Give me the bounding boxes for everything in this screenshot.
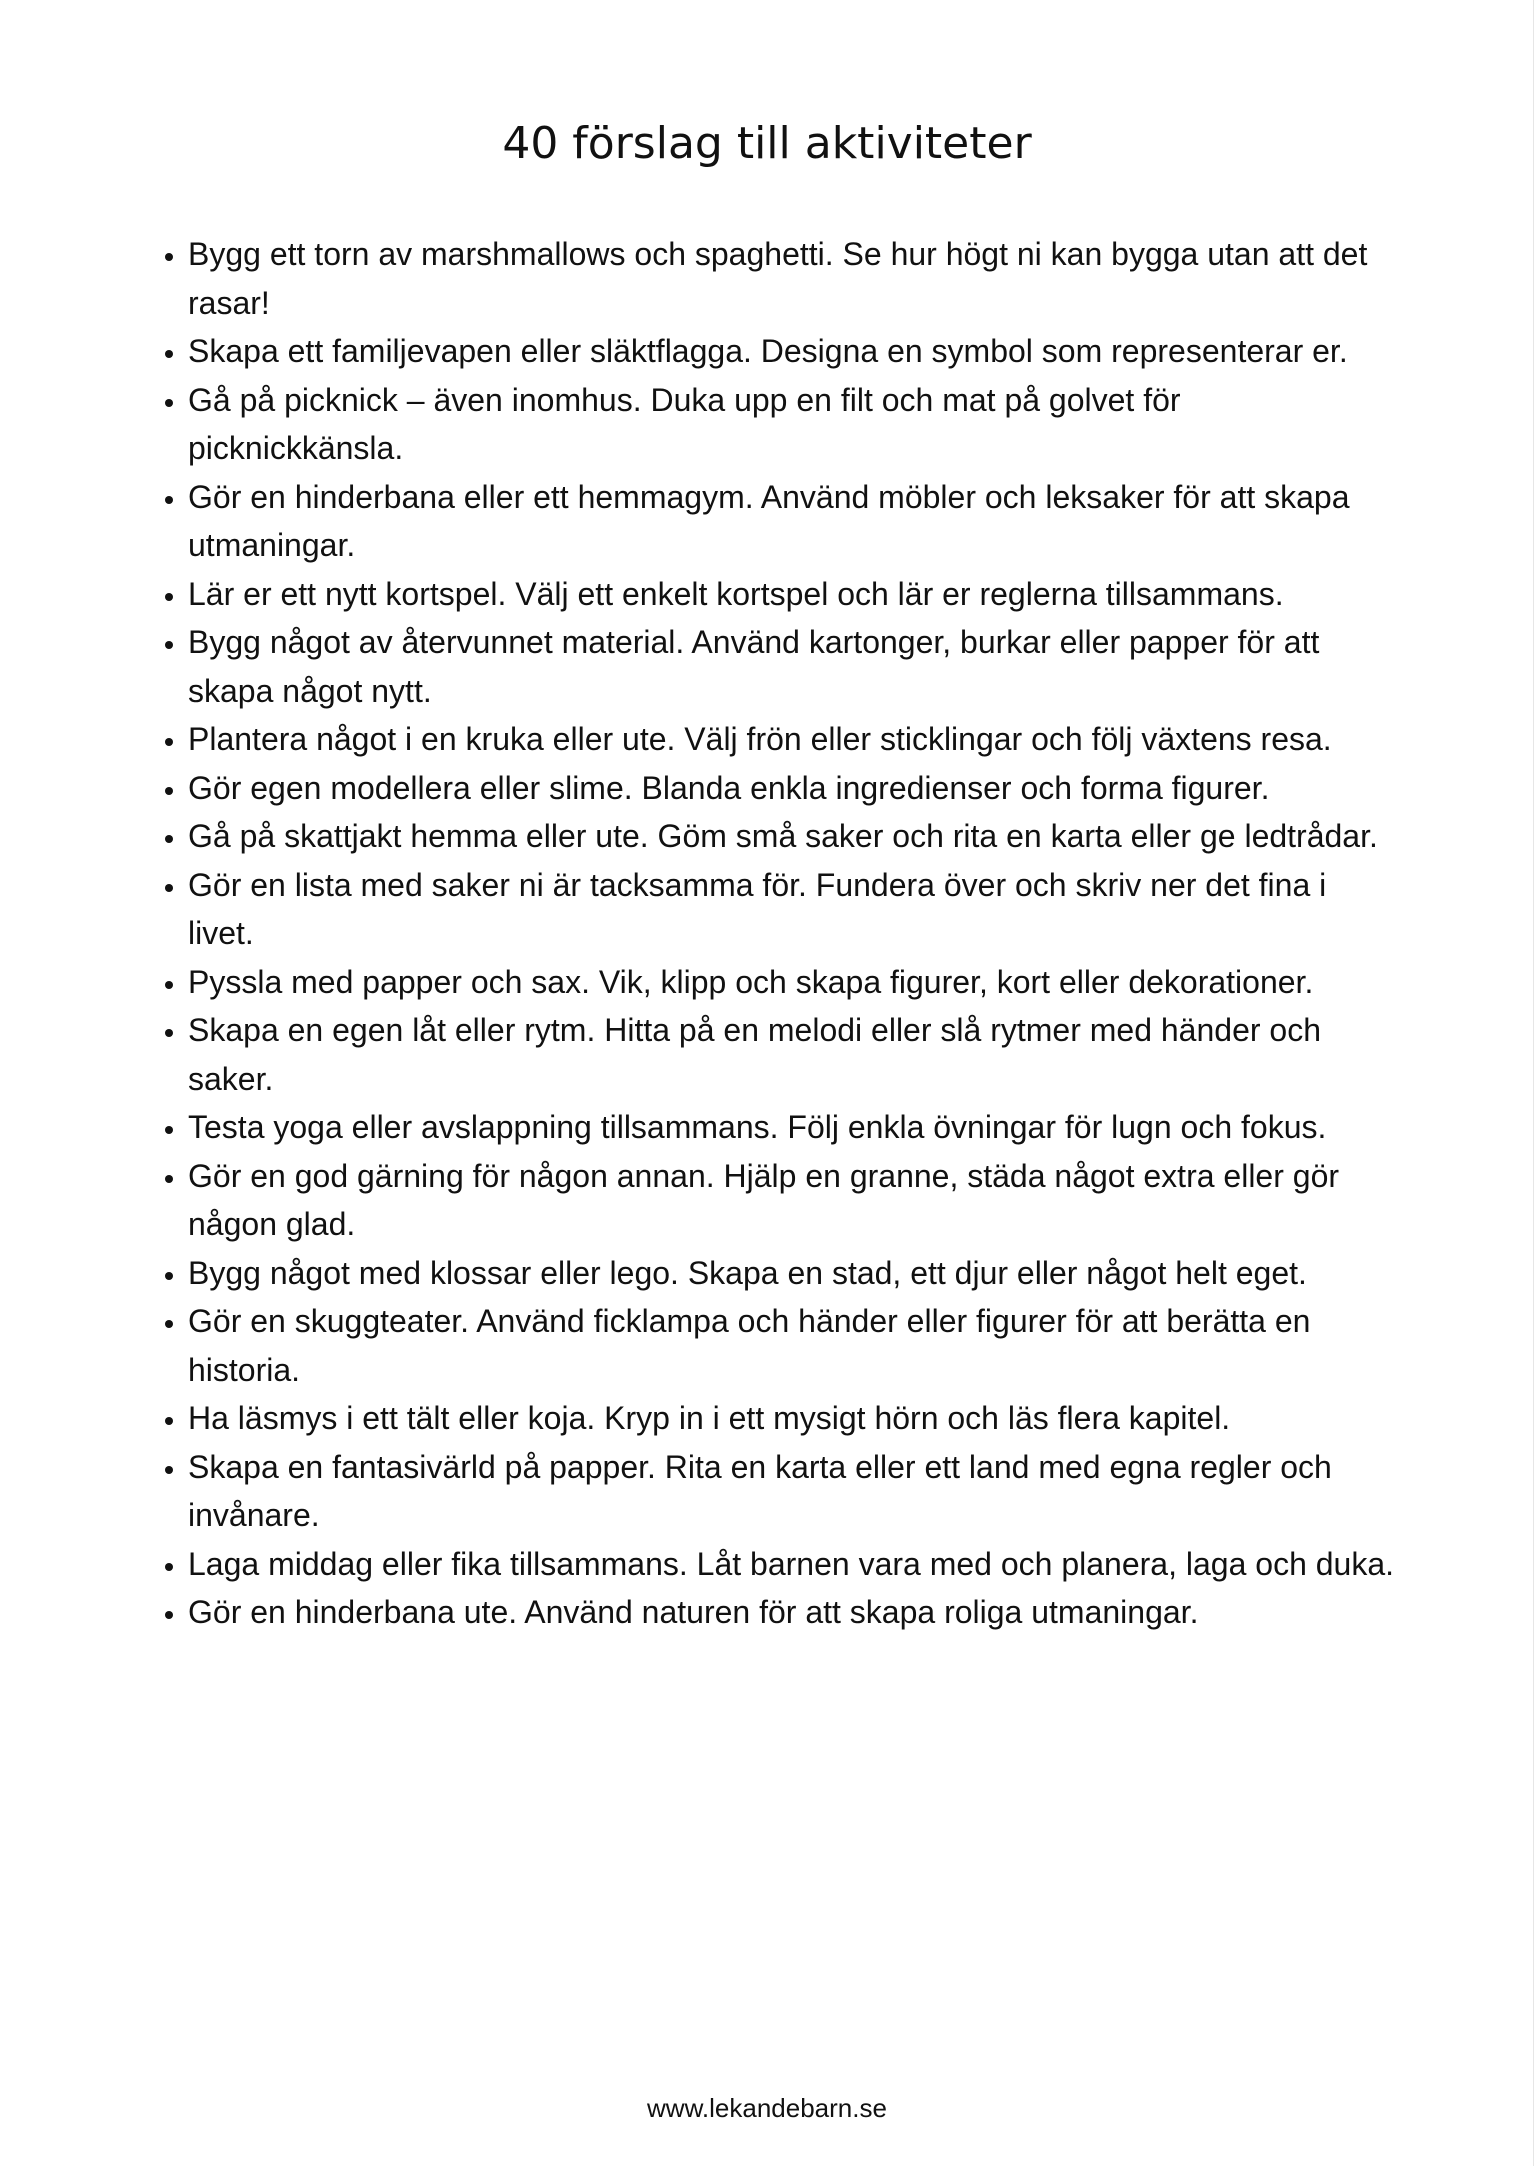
page-title: 40 förslag till aktiviteter — [502, 118, 1032, 169]
list-item: • Ha läsmys i ett tält eller koja. Kryp in i ett mysigt hörn och läs flera kapitel. — [188, 1394, 1400, 1443]
list-item: • Gör egen modellera eller slime. Blanda enkla ingredienser och forma figurer. — [188, 764, 1400, 813]
list-item: • Pyssla med papper och sax. Vik, klipp och skapa figurer, kort eller dekorationer. — [188, 958, 1400, 1007]
footer-website-url: www.lekandebarn.se — [647, 2093, 887, 2123]
list-item: • Gör en lista med saker ni är tacksamma för. Fundera över och skriv ner det fina i livet. — [188, 861, 1400, 958]
list-item: • Skapa en fantasivärld på papper. Rita en karta eller ett land med egna regler och invånare. — [188, 1443, 1400, 1540]
list-item: • Bygg något med klossar eller lego. Skapa en stad, ett djur eller något helt eget. — [188, 1249, 1400, 1298]
list-item: • Gör en skuggteater. Använd ficklampa och händer eller figurer för att berätta en historia. — [188, 1297, 1400, 1394]
list-item: • Bygg något av återvunnet material. Använd kartonger, burkar eller papper för att skapa något nytt. — [188, 618, 1400, 715]
list-item: • Laga middag eller fika tillsammans. Låt barnen vara med och planera, laga och duka. — [188, 1540, 1400, 1589]
activity-list — [150, 230, 1400, 1637]
list-item: • Testa yoga eller avslappning tillsammans. Följ enkla övningar för lugn och fokus. — [188, 1103, 1400, 1152]
list-item: • Gör en hinderbana ute. Använd naturen för att skapa roliga utmaningar. — [188, 1588, 1400, 1637]
list-item: • Gå på picknick – även inomhus. Duka upp en filt och mat på golvet för picknickkänsla. — [188, 376, 1400, 473]
list-item: • Skapa en egen låt eller rytm. Hitta på en melodi eller slå rytmer med händer och saker. — [188, 1006, 1400, 1103]
list-item: • Gå på skattjakt hemma eller ute. Göm små saker och rita en karta eller ge ledtrådar. — [188, 812, 1400, 861]
list-item: • Skapa ett familjevapen eller släktflagga. Designa en symbol som representerar er. — [188, 327, 1400, 376]
list-item: • Gör en god gärning för någon annan. Hjälp en granne, städa något extra eller gör någon glad. — [188, 1152, 1400, 1249]
list-item: • Gör en hinderbana eller ett hemmagym. Använd möbler och leksaker för att skapa utmaningar. — [188, 473, 1400, 570]
list-item: • Lär er ett nytt kortspel. Välj ett enkelt kortspel och lär er reglerna tillsammans. — [188, 570, 1400, 619]
list-item: • Plantera något i en kruka eller ute. Välj frön eller sticklingar och följ växtens resa. — [188, 715, 1400, 764]
list-item: • Bygg ett torn av marshmallows och spaghetti. Se hur högt ni kan bygga utan att det rasar! — [188, 230, 1400, 327]
